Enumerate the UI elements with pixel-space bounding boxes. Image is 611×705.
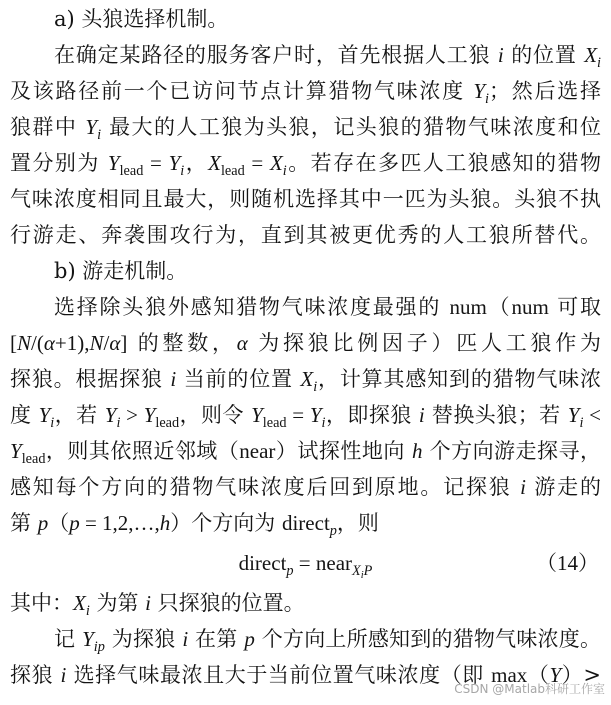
math-subscript: lead (262, 414, 287, 431)
math-variable: Y (473, 79, 486, 103)
math-variable: h (159, 511, 171, 535)
text-run: ；然后选择 (489, 79, 601, 103)
text-run: ）个方向为 (170, 511, 282, 535)
math-text: = (286, 403, 310, 427)
math-subscript: i (50, 414, 55, 431)
math-subscript: i (321, 414, 326, 431)
text-run: 个方向游走探寻， (429, 439, 601, 463)
math-subscript: lead (155, 414, 180, 431)
text-run: ，若 (54, 403, 105, 427)
text-run: 游走的 (525, 475, 601, 499)
math-subscript: i (282, 162, 287, 179)
math-variable: Y (82, 627, 94, 651)
math-text: / (103, 331, 110, 355)
text-run: 为探狼比例因子）匹人工狼作为 (247, 331, 601, 355)
math-subscript: i (360, 569, 364, 581)
math-subscript: i (313, 378, 318, 395)
text-run: 狼群中 (10, 115, 86, 139)
text-run: ，则令 (179, 403, 252, 427)
text-block-before-equation (10, 1, 601, 541)
math-variable: N (89, 331, 104, 355)
text-line (10, 505, 601, 541)
math-subscript: X (352, 562, 361, 579)
math-variable: Y (309, 403, 322, 427)
text-run: ， (184, 151, 209, 175)
math-variable: Y (38, 403, 51, 427)
text-run: ，计算其感知到的猎物气味浓 (317, 367, 601, 391)
math-text: ] (120, 331, 128, 355)
math-text: num (449, 295, 487, 319)
math-subscript: p (329, 522, 337, 539)
text-line (10, 325, 601, 361)
math-variable: Y (10, 439, 22, 463)
equation-14 (10, 541, 601, 585)
text-run: 第 (10, 511, 38, 535)
math-text: [ (10, 331, 17, 355)
math-variable: Y (107, 151, 120, 175)
text-line (10, 145, 601, 181)
text-run: 的整数， (127, 331, 237, 355)
math-variable: X (208, 151, 221, 175)
math-variable: Y (143, 403, 156, 427)
math-subscript: i (579, 414, 584, 431)
math-subscript: i (180, 162, 185, 179)
math-variable: Y (549, 663, 562, 687)
text-line (10, 361, 601, 397)
subsection-heading (10, 253, 601, 289)
math-variable: p (244, 627, 255, 651)
math-text: = (143, 151, 169, 175)
math-text: = 1,2,…, (79, 511, 160, 535)
text-run: 探狼。根据探狼 (10, 367, 171, 391)
text-run: 探狼 (10, 663, 61, 687)
math-text: +1), (54, 331, 90, 355)
math-variable: Y (104, 403, 117, 427)
text-run: 为探狼 (104, 627, 183, 651)
text-run: 。若存在多匹人工狼感知的猎物 (286, 151, 601, 175)
text-run: ，则其依照近邻域（ (45, 439, 240, 463)
math-subscript: lead (220, 162, 245, 179)
text-run: 在第 (188, 627, 245, 651)
text-run: 置分别为 (10, 151, 108, 175)
text-run: 其中： (10, 591, 73, 615)
math-variable: i (145, 591, 151, 615)
math-variable: X (73, 591, 86, 615)
text-line (10, 73, 601, 109)
text-run: 感知每个方向的猎物气味浓度后回到原地。记探狼 (10, 475, 521, 499)
math-variable: Y (567, 403, 580, 427)
math-text: near (239, 439, 276, 463)
text-run: 记 (54, 627, 83, 651)
text-run: 及该路径前一个已访问节点计算猎物气味浓度 (10, 79, 474, 103)
text-run: 个方向上所感知到的猎物气味浓度。 (254, 627, 601, 651)
math-subscript: i (116, 414, 121, 431)
math-subscript: i (97, 126, 102, 143)
math-subscript: P (363, 562, 373, 579)
watermark: CSDN @Matlab科研工作室 (454, 682, 605, 696)
math-variable: p (69, 511, 80, 535)
text-line (10, 217, 601, 253)
math-text: direct (281, 511, 330, 535)
text-run: （ (48, 511, 70, 535)
text-run: 选择气味最浓且大于当前位置气味浓度（即 (66, 663, 492, 687)
text-run: 的位置 (503, 43, 585, 67)
text-line (10, 621, 601, 657)
subsection-heading (10, 1, 601, 37)
math-variable: Y (85, 115, 98, 139)
math-subscript: ip (93, 638, 105, 655)
math-text: direct (238, 551, 287, 575)
math-variable: X (584, 43, 598, 67)
text-run: 当前的位置 (176, 367, 301, 391)
math-variable: i (418, 403, 425, 427)
math-subscript: i (597, 54, 601, 71)
math-variable: i (497, 43, 504, 67)
text-run: 在确定某路径的服务客户时，首先根据人工狼 (54, 43, 498, 67)
text-run: 气味浓度相同且最大，则随机选择其中一匹为头狼。头狼不执 (10, 187, 601, 211)
text-line (10, 37, 601, 73)
math-variable: Y (251, 403, 263, 427)
text-run: ，则 (336, 511, 379, 535)
text-line (10, 585, 601, 621)
math-text: < (583, 403, 601, 427)
math-subscript: p (286, 562, 294, 579)
math-text: num (511, 295, 549, 319)
math-subscript: lead (119, 162, 144, 179)
text-line (10, 289, 601, 325)
text-run: 只探狼的位置。 (151, 591, 305, 615)
text-line (10, 397, 601, 433)
text-run: 为第 (89, 591, 146, 615)
math-variable: h (411, 439, 423, 463)
math-variable: N (17, 331, 32, 355)
text-run: ）> (561, 663, 601, 687)
equation-number: （14） (536, 551, 599, 575)
math-variable: i (170, 367, 177, 391)
math-text: > (120, 403, 144, 427)
math-variable: p (37, 511, 49, 535)
text-run: b) 游走机制。 (54, 259, 188, 283)
math-variable: i (60, 663, 67, 687)
text-run: 最大的人工狼为头狼，记头狼的猎物气味浓度和位 (101, 115, 601, 139)
math-subscript: i (485, 90, 490, 107)
text-run: a) 头狼选择机制。 (54, 7, 229, 31)
math-subscript: i (85, 602, 90, 619)
math-variable: α (109, 331, 121, 355)
math-text: /( (31, 331, 44, 355)
text-run: ，即探狼 (325, 403, 419, 427)
text-run: 选择除头狼外感知猎物气味浓度最强的 (54, 295, 450, 319)
text-run: （ (486, 295, 512, 319)
math-variable: Y (168, 151, 181, 175)
math-subscript: lead (21, 450, 46, 467)
text-run: （ (527, 663, 550, 687)
text-line (10, 181, 601, 217)
equation-body (238, 551, 373, 581)
text-block-after-equation (10, 585, 601, 693)
math-variable: X (269, 151, 283, 175)
math-variable: X (300, 367, 314, 391)
text-run: 可取 (548, 295, 601, 319)
text-line (10, 469, 601, 505)
math-variable: α (43, 331, 55, 355)
text-run: 度 (10, 403, 39, 427)
text-run: 行游走、奔袭围攻行为，直到其被更优秀的人工狼所替代。 (10, 223, 601, 247)
text-line (10, 433, 601, 469)
text-run: ）试探性地向 (275, 439, 412, 463)
math-variable: i (182, 627, 189, 651)
math-text: = (244, 151, 270, 175)
text-run: 替换头狼；若 (424, 403, 568, 427)
text-line (10, 109, 601, 145)
math-text: max (491, 663, 528, 687)
math-text: = near (293, 551, 353, 575)
math-variable: α (236, 331, 248, 355)
math-variable: i (520, 475, 526, 499)
